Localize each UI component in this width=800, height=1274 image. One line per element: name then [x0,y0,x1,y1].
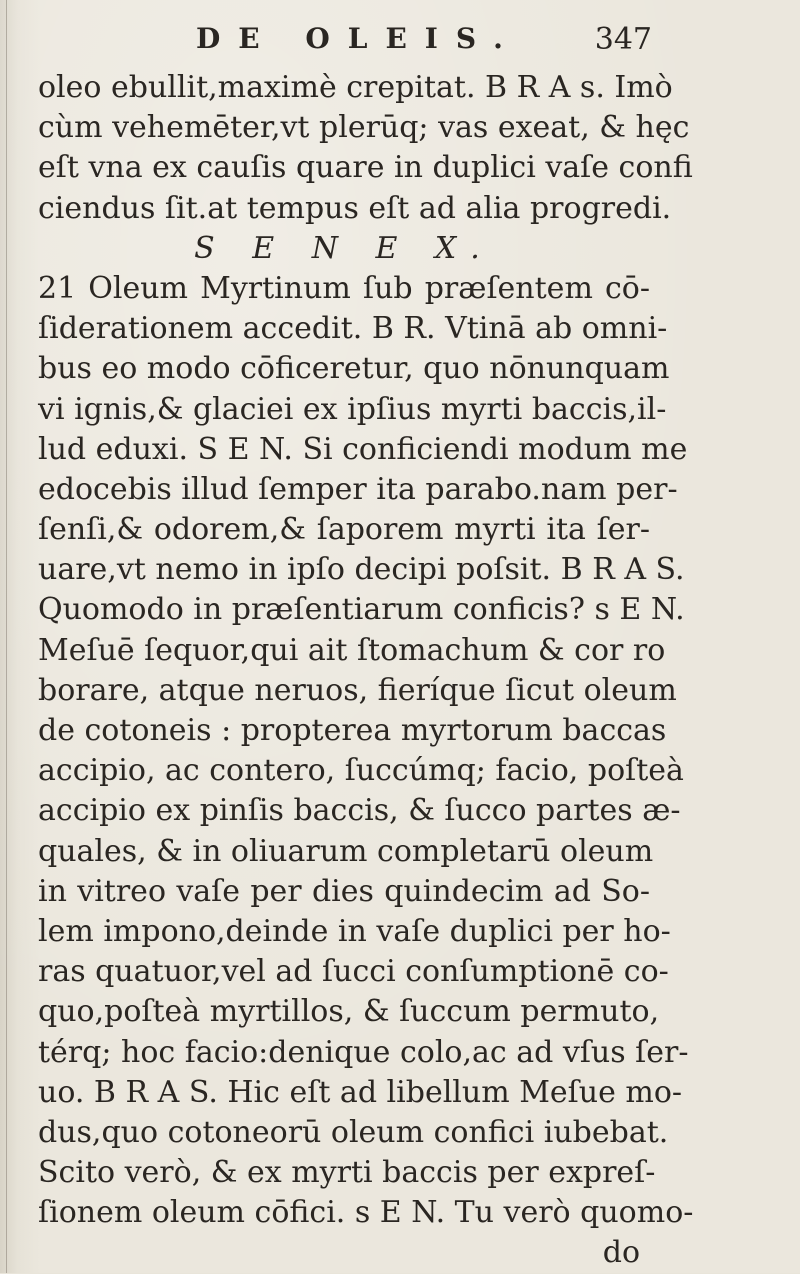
text-line: uo. B R A S. Hic eſt ad libellum Meſue mo- [38,1074,683,1110]
text-line: térq; hoc facio:denique colo,ac ad vſus ſer- [38,1034,689,1070]
text-line: 21 Oleum Myrtinum ſub præſentem cō- [38,270,650,306]
text-line: accipio, ac contero, ſuccúmq; facio, poſteà [38,753,684,789]
text-line: eſt vna ex cauſis quare in duplici vaſe confi [38,150,693,186]
page-number: 347 [594,22,652,57]
text-line: edocebis illud ſemper ita parabo.nam per- [38,471,678,507]
text-line: dus,quo cotoneorū oleum confici iubebat. [38,1114,669,1150]
text-line: quo,poſteà myrtillos, & ſuccum permuto, [38,994,660,1030]
text-line: bus eo modo cōficeretur, quo nōnunquam [38,351,670,387]
text-line: Quomodo in præſentiarum conficis? s E N. [38,592,685,628]
text-line: in vitreo vaſe per dies quindecim ad So- [38,873,650,909]
text-line: ſionem oleum cōfici. s E N. Tu verò quomo- [38,1195,694,1231]
text-line: ſenſi,& odorem,& ſaporem myrti ita ſer- [38,512,650,548]
text-line: Scito verò, & ex myrti baccis per expreſ- [38,1155,656,1191]
running-head: DE OLEIS. [196,22,521,55]
text-line: vi ignis,& glaciei ex ipſius myrti baccis,il- [38,391,667,427]
text-line: lem impono,deinde in vaſe duplici per ho- [38,913,671,949]
text-line: quales, & in oliuarum completarū oleum [38,833,654,869]
text-line: Meſuē ſequor,qui ait ſtomachum & cor ro [38,632,666,668]
text-line: oleo ebullit,maximè crepitat. B R A s. Imò [38,70,673,105]
text-line: uare,vt nemo in ipſo decipi poſsit. B R A S. [38,552,685,588]
page-header [196,22,652,62]
body-text [38,68,694,1274]
text-line: de cotoneis : propterea myrtorum baccas [38,713,667,748]
text-line: accipio ex pinſis baccis, & ſucco partes æ- [38,793,681,829]
page-gutter-edge [6,0,7,1273]
text-line: ſiderationem accedit. B R. Vtinā ab omni- [38,311,668,347]
text-line: ciendus ſit.at tempus eſt ad alia progredi. [38,190,672,226]
text-line: lud eduxi. S E N. Si conficiendi modum me [38,431,688,467]
text-line: ras quatuor,vel ad ſucci conſumptionē co- [38,954,669,990]
text-line: cùm vehemēter,vt plerūq; vas exeat, & hęc [38,110,690,146]
speaker-heading: S E N E X. [194,230,494,266]
text-line: borare, atque neruos, fieríque ſicut oleum [38,672,677,708]
catchword: do [602,1235,640,1271]
